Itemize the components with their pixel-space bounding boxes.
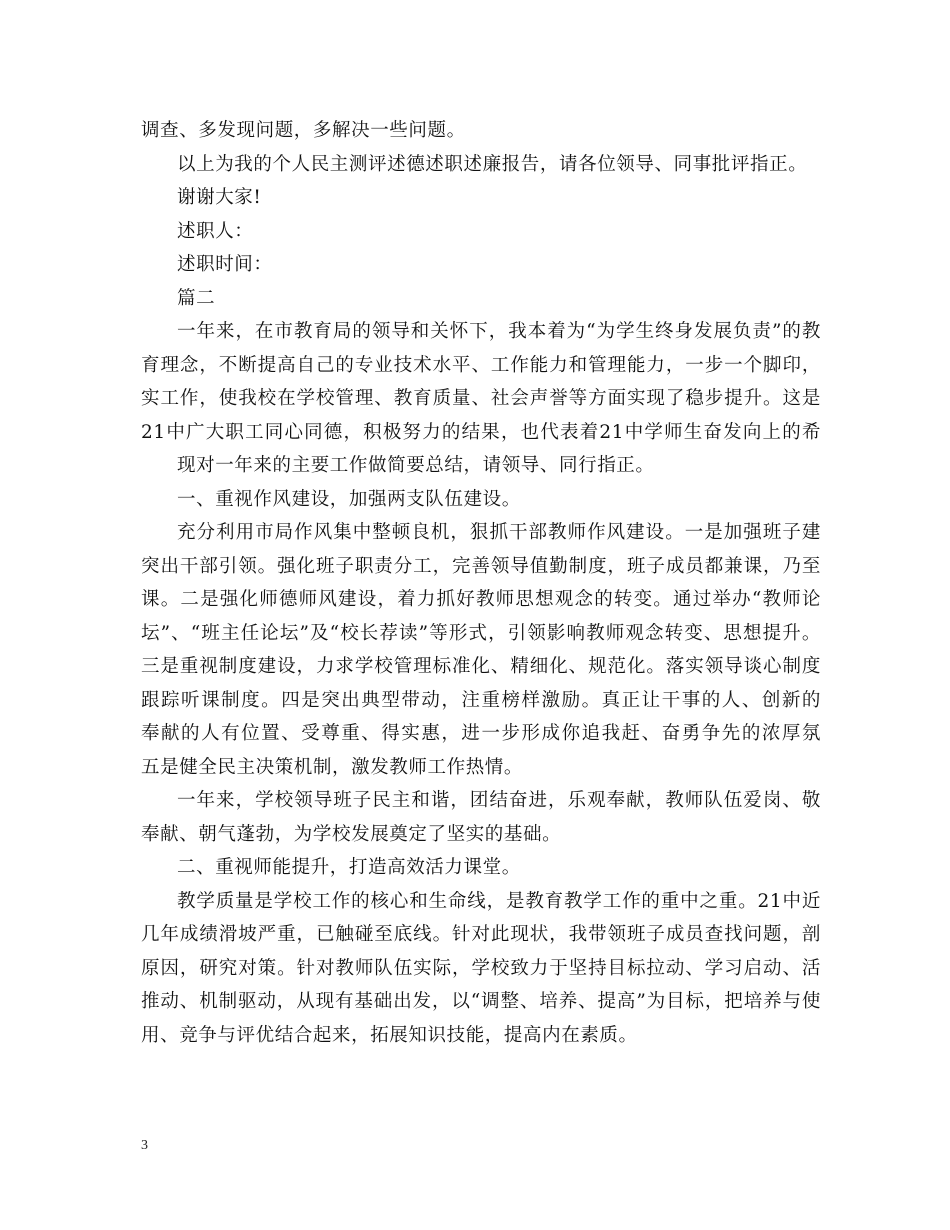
text-line: 推动、机制驱动，从现有基础出发，以“调整、培养、提高”为目标，把培养与使 — [141, 991, 821, 1012]
text-line: 教学质量是学校工作的核心和生命线，是教育教学工作的重中之重。21中近 — [177, 890, 821, 912]
text-line: 一年来，在市教育局的领导和关怀下，我本着为“为学生终身发展负责”的教 — [177, 321, 821, 342]
text-line: 几年成绩滑坡严重，已触碰至底线。针对此现状，我带领班子成员查找问题，剖 — [141, 924, 821, 945]
text-line: 21中广大职工同心同德，积极努力的结果，也代表着21中学师生奋发向上的希 — [141, 421, 821, 443]
text-line: 二、重视师能提升，打造高效活力课堂。 — [177, 857, 521, 878]
text-line: 现对一年来的主要工作做简要总结，请领导、同行指正。 — [177, 455, 655, 476]
text-line: 谢谢大家! — [177, 187, 262, 208]
document-body — [141, 114, 821, 1052]
text-line: 原因，研究对策。针对教师队伍实际，学校致力于坚持目标拉动、学习启动、活 — [141, 957, 821, 979]
text-line: 奉献的人有位置、受尊重、得实惠，进一步形成你追我赶、奋勇争先的浓厚氛 — [141, 723, 821, 744]
text-line: 课。二是强化师德师风建设，着力抓好教师思想观念的转变。通过举办“教师论 — [141, 589, 821, 610]
text-line: 充分利用市局作风集中整顿良机，狠抓干部教师作风建设。一是加强班子建 — [177, 522, 821, 543]
text-line: 奉献、朝气蓬勃，为学校发展奠定了坚实的基础。 — [141, 823, 562, 845]
text-line: 以上为我的个人民主测评述德述职述廉报告，请各位领导、同事批评指正。 — [177, 153, 808, 175]
text-line: 跟踪听课制度。四是突出典型带动，注重榜样激励。真正让干事的人、创新的 — [141, 689, 821, 711]
text-line: 五是健全民主决策机制，激发教师工作热情。 — [141, 756, 524, 778]
text-line: 育理念，不断提高自己的专业技术水平、工作能力和管理能力，一步一个脚印， — [141, 354, 821, 376]
text-line: 述职人： — [177, 220, 254, 242]
text-line: 突出干部引领。强化班子职责分工，完善领导值勤制度，班子成员都兼课，乃至 — [141, 555, 821, 577]
text-line: 调查、多发现问题，多解决一些问题。 — [141, 120, 466, 141]
text-line: 一年来，学校领导班子民主和谐，团结奋进，乐观奉献，教师队伍爱岗、敬 — [177, 790, 821, 811]
text-line: 一、重视作风建设，加强两支队伍建设。 — [177, 488, 521, 510]
text-line: 实工作，使我校在学校管理、教育质量、社会声誉等方面实现了稳步提升。这是 — [141, 388, 821, 409]
text-line: 篇二 — [177, 287, 216, 309]
page-number: 3 — [141, 1138, 148, 1153]
text-line: 述职时间： — [177, 254, 273, 275]
text-line: 用、竞争与评优结合起来，拓展知识技能，提高内在素质。 — [141, 1024, 638, 1046]
text-line: 三是重视制度建设，力求学校管理标准化、精细化、规范化。落实领导谈心制度 — [141, 656, 821, 677]
text-line: 坛”、“班主任论坛”及“校长荐读”等形式，引领影响教师观念转变、思想提升。 — [141, 622, 821, 644]
